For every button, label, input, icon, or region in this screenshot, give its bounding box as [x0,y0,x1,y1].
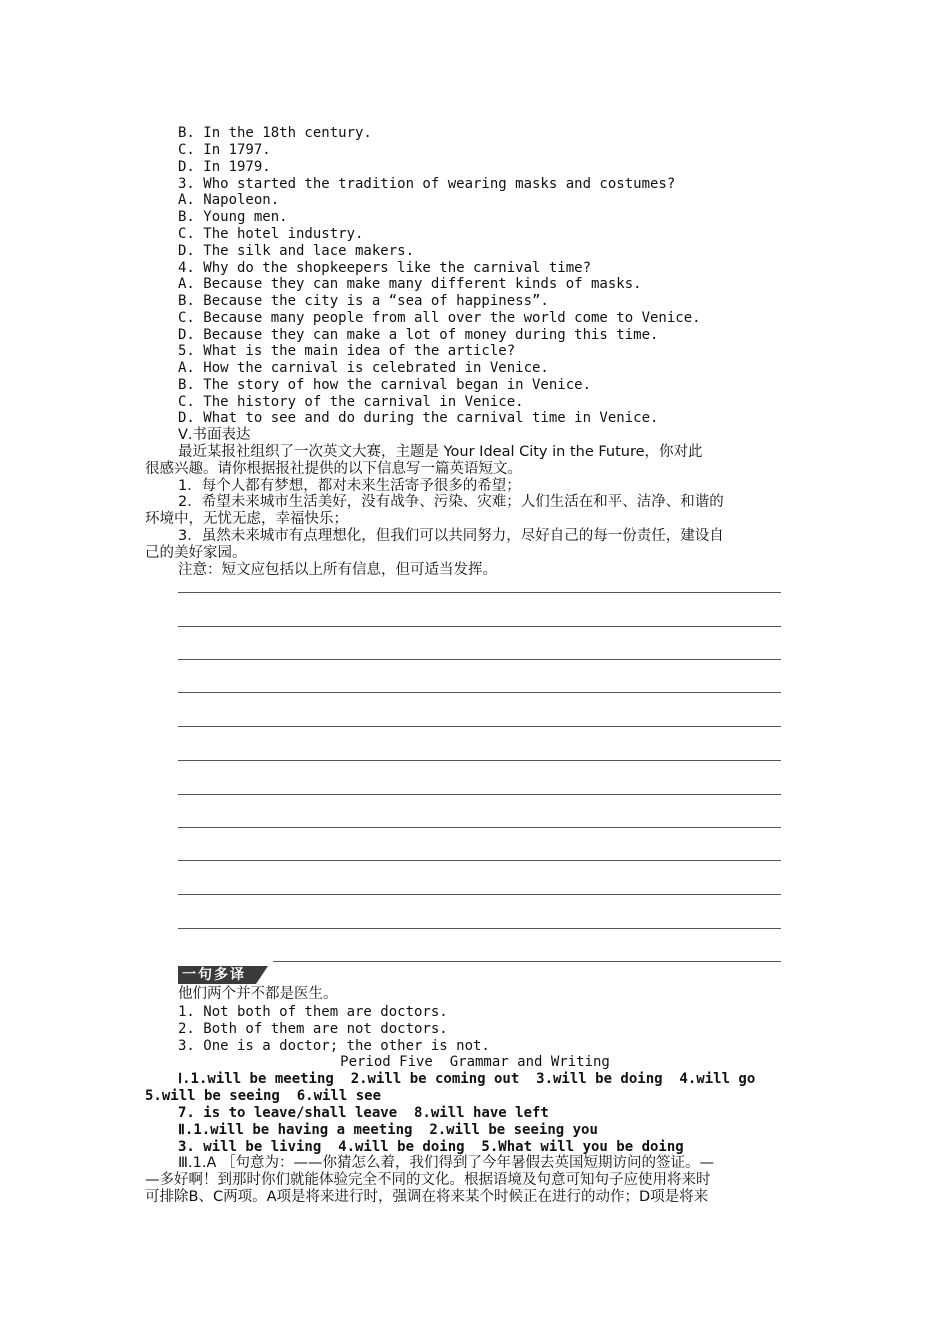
q4-option-c: C. Because many people from all over the world come to Venice. [178,310,701,326]
writing-point-3-line2: 己的美好家园。 [145,545,247,561]
answers-s1-line3: 7. is to leave/shall leave 8.will have left [178,1105,549,1121]
q2-option-b: B. In the 18th century. [178,125,372,141]
q4-option-a: A. Because they can make many different kinds of masks. [178,276,642,292]
writing-heading: Ⅴ.书面表达 [178,427,251,443]
answer-line[interactable] [178,760,781,761]
translation-version-2: 2. Both of them are not doctors. [178,1021,448,1037]
answers-s1-line2: 5.will be seeing 6.will see [145,1088,382,1104]
writing-intro-line1: 最近某报社组织了一次英文大赛，主题是 Your Ideal City in the Future，你对此 [178,444,703,460]
answer-line[interactable] [178,726,781,727]
writing-point-3-line1: 3．虽然未来城市有点理想化，但我们可以共同努力，尽好自己的每一份责任，建设自 [178,528,724,544]
q3-stem: 3. Who started the tradition of wearing masks and costumes? [178,176,676,192]
writing-intro-line2: 很感兴趣。请你根据报社提供的以下信息写一篇英语短文。 [145,461,522,477]
answer-line[interactable] [178,928,781,929]
q2-option-d: D. In 1979. [178,159,271,175]
writing-note: 注意：短文应包括以上所有信息，但可适当发挥。 [178,562,497,578]
writing-point-2-line2: 环境中，无忧无虑，幸福快乐； [145,511,348,527]
answer-line[interactable] [178,860,781,861]
answer-line[interactable] [178,659,781,660]
answer-line[interactable] [178,794,781,795]
q5-stem: 5. What is the main idea of the article? [178,343,516,359]
answers-s3-line1: Ⅲ.1.A ［句意为：——你猜怎么着，我们得到了今年暑假去英国短期访问的签证。— [178,1155,714,1171]
answers-s2-line1: Ⅱ.1.will be having a meeting 2.will be seeing you [178,1122,598,1138]
q5-option-b: B. The story of how the carnival began in Venice. [178,377,592,393]
q4-option-b: B. Because the city is a “sea of happiness”. [178,293,549,309]
answers-s3-line3: 可排除B、C两项。A项是将来进行时，强调在将来某个时候正在进行的动作；D项是将来 [145,1189,709,1205]
period-title: Period Five Grammar and Writing [340,1054,610,1070]
q4-option-d: D. Because they can make a lot of money during this time. [178,327,659,343]
q3-option-c: C. The hotel industry. [178,226,364,242]
answer-line[interactable] [273,961,781,962]
writing-point-1: 1．每个人都有梦想，都对未来生活寄予很多的希望； [178,478,521,494]
translation-version-3: 3. One is a doctor; the other is not. [178,1038,490,1054]
q3-option-a: A. Napoleon. [178,192,280,208]
q4-stem: 4. Why do the shopkeepers like the carnival time? [178,260,592,276]
section-banner [178,966,270,984]
answer-line[interactable] [178,894,781,895]
q5-option-d: D. What to see and do during the carnival time in Venice. [178,410,659,426]
answer-line[interactable] [178,626,781,627]
answers-s3-line2: —多好啊！到那时你们就能体验完全不同的文化。根据语境及句意可知句子应使用将来时 [145,1172,711,1188]
answers-s1-line1: Ⅰ.1.will be meeting 2.will be coming out 3.will be doing 4.will go [178,1071,756,1087]
q2-option-c: C. In 1797. [178,142,271,158]
banner-label: 一句多译 [182,967,246,983]
q5-option-a: A. How the carnival is celebrated in Venice. [178,360,549,376]
translation-version-1: 1. Not both of them are doctors. [178,1004,448,1020]
answer-line[interactable] [178,827,781,828]
writing-point-2-line1: 2．希望未来城市生活美好，没有战争、污染、灾难；人们生活在和平、洁净、和谐的 [178,494,724,510]
translation-sentence: 他们两个并不都是医生。 [178,986,338,1002]
q3-option-b: B. Young men. [178,209,288,225]
answer-line[interactable] [178,692,781,693]
answer-line[interactable] [178,592,781,593]
q3-option-d: D. The silk and lace makers. [178,243,415,259]
q5-option-c: C. The history of the carnival in Venice. [178,394,524,410]
answers-s2-line2: 3. will be living 4.will be doing 5.What will you be doing [178,1139,684,1155]
